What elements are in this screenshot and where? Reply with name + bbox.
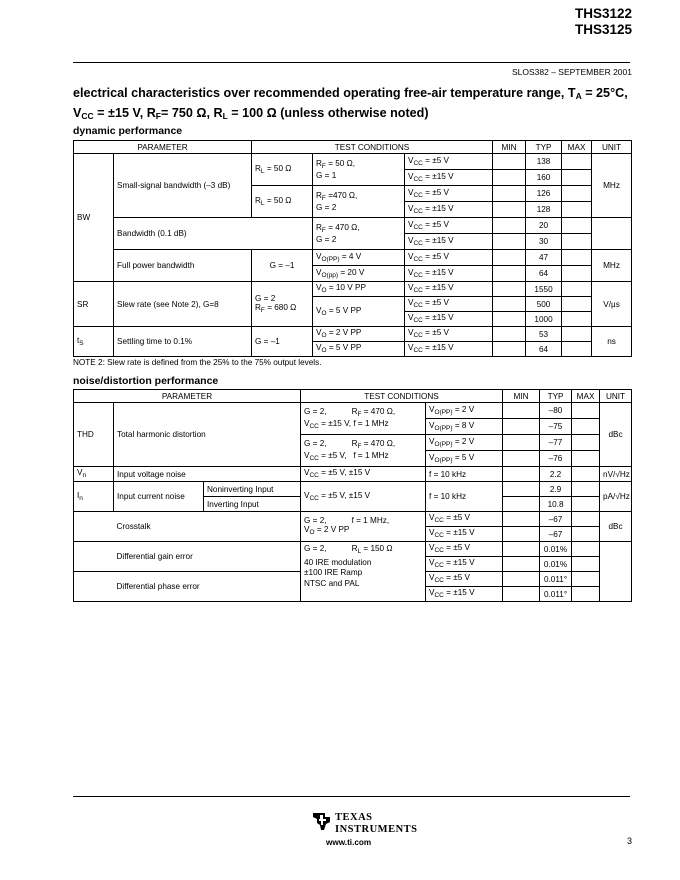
typ-value: –77 xyxy=(540,435,572,451)
dge-label: Differential gain error xyxy=(114,542,301,572)
col-parameter: PARAMETER xyxy=(74,390,301,403)
page-number: 3 xyxy=(626,836,632,846)
crosstalk-label: Crosstalk xyxy=(114,512,301,542)
vo-condition: $V_{O(PP)} = 4$ V xyxy=(313,250,405,266)
table-row xyxy=(74,512,632,527)
vcc-condition: $V_{CC} = \pm 5$ V, ±15 V xyxy=(301,467,426,482)
rl-condition: $R_L = 50$ Ω xyxy=(252,186,313,218)
section-heading: electrical characteristics over recommended operating free-air temperature range, $T_A = 25^\circ C$, $V_{CC} = \pm 15$ V, $R_F= 750$ Ω, $R_L = 100$ Ω (unless otherwise noted) xyxy=(73,86,628,121)
col-test-conditions: TEST CONDITIONS xyxy=(252,141,493,154)
vcc-condition: $V_{CC} = \pm 15$ V xyxy=(405,234,493,250)
freq-condition: f = 10 kHz xyxy=(426,467,503,482)
vo-condition: $V_{O(pp)} = 20$ V xyxy=(313,266,405,282)
brand-texas: TEXAS xyxy=(335,812,373,823)
fpb-label: Full power bandwidth xyxy=(114,250,252,282)
typ-value: –80 xyxy=(540,403,572,419)
vcc-condition: $V_{CC} = \pm 5$ V xyxy=(405,186,493,202)
sr-symbol: SR xyxy=(74,282,114,327)
typ-value: 20 xyxy=(526,218,562,234)
in-label: Input current noise xyxy=(114,482,204,512)
typ-value: 160 xyxy=(526,170,562,186)
unit-dbc: dBc xyxy=(600,403,632,467)
vn-symbol: $V_n$ xyxy=(74,467,114,482)
noise-distortion-table xyxy=(73,389,632,602)
table-row xyxy=(74,218,632,234)
table-row xyxy=(74,542,632,557)
rl-condition: $R_L = 50$ Ω xyxy=(252,154,313,186)
vcc-condition: $V_{CC} = \pm 5$ V xyxy=(405,327,493,342)
vo-condition: $V_O = 2$ V PP xyxy=(313,327,405,342)
vo-condition: $V_{O(PP)} = 2$ V xyxy=(426,403,503,419)
unit-dbc: dBc xyxy=(600,512,632,542)
vcc-condition: $V_{CC} = \pm 5$ V xyxy=(426,572,503,587)
texas-instruments-logo-icon xyxy=(311,810,333,832)
bw01-label: Bandwidth (0.1 dB) xyxy=(114,218,313,250)
typ-value: 128 xyxy=(526,202,562,218)
note-2: NOTE 2: Slew rate is defined from the 25% to the 75% output levels. xyxy=(73,358,322,367)
col-max: MAX xyxy=(562,141,592,154)
brand-url[interactable]: www.ti.com xyxy=(326,838,372,847)
col-parameter: PARAMETER xyxy=(74,141,252,154)
rf-condition: $R_F = 50$ Ω, G = 1 xyxy=(313,154,405,186)
vcc-condition: $V_{CC} = \pm 5$ V, ±15 V xyxy=(301,482,426,512)
ssb-label: Small-signal bandwidth (–3 dB) xyxy=(114,154,252,218)
typ-value: –75 xyxy=(540,419,572,435)
table-header-row xyxy=(74,390,632,403)
vcc-condition: $V_{CC} = \pm 5$ V xyxy=(405,218,493,234)
video-condition: G = 2, $R_L = 150$ Ω 40 IRE modulation ±100 IRE Ramp NTSC and PAL xyxy=(301,542,426,602)
unit-slew: V/µs xyxy=(592,282,632,327)
noninverting-input: Noninverting Input xyxy=(204,482,301,497)
vo-condition: $V_{O(PP)} = 5$ V xyxy=(426,451,503,467)
unit-empty xyxy=(592,218,632,250)
typ-value: 53 xyxy=(526,327,562,342)
footer-rule xyxy=(73,796,630,797)
ts-label: Settling time to 0.1% xyxy=(114,327,252,357)
unit-mhz: MHz xyxy=(592,250,632,282)
typ-value: 0.01% xyxy=(540,557,572,572)
part-number-2: THS3125 xyxy=(574,22,632,37)
typ-value: –76 xyxy=(540,451,572,467)
vo-condition: $V_O = 5$ V PP xyxy=(313,297,405,327)
dynamic-performance-title: dynamic performance xyxy=(73,125,183,137)
thd-symbol: THD xyxy=(74,403,114,467)
part-number-1: THS3122 xyxy=(574,6,632,21)
vcc-condition: $V_{CC} = \pm 15$ V xyxy=(426,527,503,542)
typ-value: 64 xyxy=(526,266,562,282)
unit-ns: ns xyxy=(592,327,632,357)
rf-condition: $R_F = 470$ Ω, G = 2 xyxy=(313,218,405,250)
vo-condition: $V_{O(PP)} = 2$ V xyxy=(426,435,503,451)
vo-condition: $V_{O(PP)} = 8$ V xyxy=(426,419,503,435)
unit-nv: nV/√Hz xyxy=(600,467,632,482)
sr-label: Slew rate (see Note 2), G=8 xyxy=(114,282,252,327)
unit-empty xyxy=(600,542,632,602)
thd-condition: G = 2, $R_F = 470$ Ω, $V_{CC} = \pm 15$ V, f = 1 MHz xyxy=(301,403,426,435)
typ-value: 500 xyxy=(526,297,562,312)
table-row xyxy=(74,482,632,497)
vcc-condition: $V_{CC} = \pm 15$ V xyxy=(405,266,493,282)
gain-condition: G = –1 xyxy=(252,250,313,282)
typ-value: 2.9 xyxy=(540,482,572,497)
inverting-input: Inverting Input xyxy=(204,497,301,512)
brand-instruments: INSTRUMENTS xyxy=(335,824,418,835)
table-row xyxy=(74,327,632,342)
col-min: MIN xyxy=(493,141,526,154)
vn-label: Input voltage noise xyxy=(114,467,301,482)
typ-value: 0.01% xyxy=(540,542,572,557)
vcc-condition: $V_{CC} = \pm 15$ V xyxy=(405,312,493,327)
col-test-conditions: TEST CONDITIONS xyxy=(301,390,503,403)
thd-condition: G = 2, $R_F = 470$ Ω, $V_{CC} = \pm 5$ V, f = 1 MHz xyxy=(301,435,426,467)
freq-condition: f = 10 kHz xyxy=(426,482,503,512)
ts-symbol: $t_S$ xyxy=(74,327,114,357)
typ-value: 10.8 xyxy=(540,497,572,512)
typ-value: 47 xyxy=(526,250,562,266)
typ-value: 1000 xyxy=(526,312,562,327)
bw-symbol: BW xyxy=(74,154,114,282)
col-max: MAX xyxy=(572,390,600,403)
typ-value: 2.2 xyxy=(540,467,572,482)
header-rule xyxy=(73,62,630,63)
in-symbol: $I_n$ xyxy=(74,482,114,512)
vcc-condition: $V_{CC} = \pm 15$ V xyxy=(426,557,503,572)
typ-value: 0.011° xyxy=(540,587,572,602)
vo-condition: $V_O = 5$ V PP xyxy=(313,342,405,357)
vcc-condition: $V_{CC} = \pm 15$ V xyxy=(405,170,493,186)
rf-condition: $R_F =470$ Ω, G = 2 xyxy=(313,186,405,218)
col-unit: UNIT xyxy=(592,141,632,154)
col-min: MIN xyxy=(503,390,540,403)
table-header-row xyxy=(74,141,632,154)
crosstalk-condition: G = 2, f = 1 MHz, $V_O = 2$ V PP xyxy=(301,512,426,542)
ts-gain: G = –1 xyxy=(252,327,313,357)
typ-value: 0.011° xyxy=(540,572,572,587)
vcc-condition: $V_{CC} = \pm 5$ V xyxy=(405,250,493,266)
vcc-condition: $V_{CC} = \pm 15$ V xyxy=(405,342,493,357)
vcc-condition: $V_{CC} = \pm 5$ V xyxy=(426,512,503,527)
typ-value: 1550 xyxy=(526,282,562,297)
typ-value: –67 xyxy=(540,527,572,542)
col-typ: TYP xyxy=(540,390,572,403)
vcc-condition: $V_{CC} = \pm 5$ V xyxy=(405,297,493,312)
table-row xyxy=(74,467,632,482)
vcc-condition: $V_{CC} = \pm 15$ V xyxy=(426,587,503,602)
typ-value: 138 xyxy=(526,154,562,170)
unit-mhz: MHz xyxy=(592,154,632,218)
vcc-condition: $V_{CC} = \pm 5$ V xyxy=(405,154,493,170)
doc-reference: SLOS382 – SEPTEMBER 2001 xyxy=(511,67,632,77)
typ-value: 30 xyxy=(526,234,562,250)
table-row xyxy=(74,154,632,170)
typ-value: 64 xyxy=(526,342,562,357)
typ-value: 126 xyxy=(526,186,562,202)
table-row xyxy=(74,250,632,266)
unit-pa: pA/√Hz xyxy=(600,482,632,512)
dynamic-performance-table xyxy=(73,140,632,357)
vcc-condition: $V_{CC} = \pm 15$ V xyxy=(405,202,493,218)
sr-gain-condition: G = 2 $R_F = 680$ Ω xyxy=(252,282,313,327)
table-row xyxy=(74,403,632,419)
vo-condition: $V_O = 10$ V PP xyxy=(313,282,405,297)
noise-distortion-title: noise/distortion performance xyxy=(73,375,219,387)
typ-value: –67 xyxy=(540,512,572,527)
col-unit: UNIT xyxy=(600,390,632,403)
dpe-label: Differential phase error xyxy=(114,572,301,602)
thd-label: Total harmonic distortion xyxy=(114,403,301,467)
vcc-condition: $V_{CC} = \pm 5$ V xyxy=(426,542,503,557)
col-typ: TYP xyxy=(526,141,562,154)
vcc-condition: $V_{CC} = \pm 15$ V xyxy=(405,282,493,297)
table-row xyxy=(74,282,632,297)
